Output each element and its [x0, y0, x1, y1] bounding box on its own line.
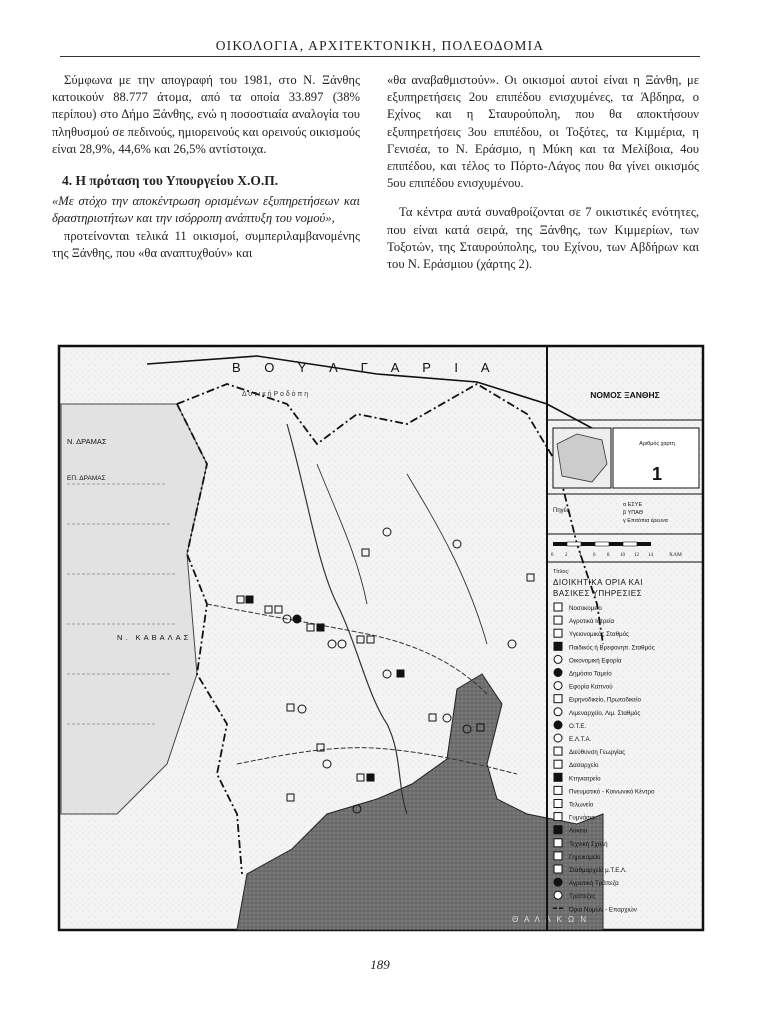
legend-label: Ο.Τ.Ε. [569, 722, 587, 730]
legend-item [554, 760, 599, 769]
scale-tick-6: 6 [593, 553, 596, 558]
legend-item [554, 826, 588, 835]
map-south-label: Θ Α Λ Α Κ Ω Ν [512, 915, 589, 924]
legend-symbol [554, 891, 562, 899]
legend-symbol [554, 878, 562, 886]
legend-symbol [554, 747, 562, 755]
legend-symbol [554, 734, 562, 742]
legend-symbol [554, 852, 562, 860]
legend-symbol [554, 800, 562, 808]
left-paragraph-1: Σύμφωνα με την απογραφή του 1981, στο Ν. Ξάνθης κατοικούν 88.777 άτομα, από τα οποία 33.897 (38% περίπου) στο Δήμο Ξάνθης, ενώ η ποσοστιαία αναλογία του πληθυσμού σε πεδινούς, ημιορεινούς και ορεινούς οικισμούς είναι 28,9%, 44,6% και 26,5% αντίστοιχα. [52, 73, 360, 156]
header-rule [60, 56, 700, 57]
subject-title-1: ΔΙΟΙΚΗΤΙΚΑ ΟΡΙΑ ΚΑΙ [553, 578, 643, 587]
legend-item [554, 721, 586, 730]
legend-item [554, 603, 602, 612]
subject-label: Τίτλος: [553, 569, 570, 575]
scale-tick-4: 4 [579, 553, 582, 558]
legend-item [554, 839, 608, 848]
legend-symbol [554, 721, 562, 729]
subject-title-2: ΒΑΣΙΚΕΣ ΥΠΗΡΕΣΙΕΣ [553, 589, 643, 598]
legend-label: Δασαρχείο [569, 762, 599, 770]
right-paragraph-2: Τα κέντρα αυτά συναθροίζονται σε 7 οικιστικές ενότητες, που είναι κατά σειρά, της Ξάνθης, των Κιμμερίων, των Τοξοτών, της Σταυρούπολης, του Εχίνου, των Αβδήρων και του Ν. Εράσμιου (χάρτης 2). [387, 205, 699, 272]
scale-tick-12: 12 [634, 553, 639, 558]
legend-symbol [554, 642, 562, 650]
legend-item [554, 786, 655, 795]
legend-label: Γηροκομείο [569, 853, 601, 861]
right-column [387, 72, 699, 273]
legend-label: Τράπεζες [569, 893, 596, 901]
legend-symbol [554, 629, 562, 637]
section-heading: 4. Η πρόταση του Υπουργείου Χ.Ο.Π. [62, 173, 279, 189]
legend-symbol [554, 682, 562, 690]
legend-label: Υγειονομικός Σταθμός [569, 631, 630, 639]
legend-item [554, 734, 592, 743]
map-west-label-2: ΕΠ. ΔΡΑΜΑΣ [67, 475, 106, 482]
scale-tick-10: 10 [620, 553, 625, 558]
legend-label: Παιδικός ή Βρεφονηπ. Σταθμός [569, 644, 655, 652]
sources-label: Πηγές [553, 508, 570, 514]
legend-symbol [554, 773, 562, 781]
legend-label: Όρια Νομών - Επαρχιών [569, 906, 637, 914]
legend-label: Ειρηνοδικείο, Πρωτοδικείο [569, 696, 641, 704]
legend-label: Πνευματικό - Κοινωνικό Κέντρο [569, 788, 655, 796]
legend-label: Λύκειο [569, 827, 588, 835]
source-a: α ΕΣΥΕ [623, 502, 643, 508]
scale-unit: ΧΛΜ [669, 552, 682, 558]
legend-item [554, 852, 601, 861]
legend-label: Αγροτική Τράπεζα [569, 880, 619, 888]
legend-symbol [554, 865, 562, 873]
legend-symbol [554, 708, 562, 716]
legend-symbol [554, 826, 562, 834]
legend-label: Κτηνιατρείο [569, 775, 601, 783]
legend-symbol [554, 760, 562, 768]
legend-label: Δημόσιο Ταμείο [569, 670, 612, 678]
left-paragraph-2: προτείνονται τελικά 11 οικισμοί, συμπεριλαμβανομένης της Ξάνθης, που «θα αναπτυχθούν» και [52, 228, 360, 260]
legend-item [554, 642, 655, 651]
map-number-label: Αριθμός χαρτη [639, 441, 675, 447]
legend-symbol [554, 655, 562, 663]
legend-symbol [554, 813, 562, 821]
scale-tick-14: 14 [648, 553, 653, 558]
source-c: γ Επιτόπια έρευνα [623, 518, 668, 524]
source-b: β ΥΠΑΘ [623, 510, 644, 516]
map-country-label: Β Ο Υ Λ Γ Α Ρ Ι Α [232, 360, 500, 375]
legend-symbol [554, 603, 562, 611]
scale-tick-2: 2 [565, 553, 568, 558]
legend-label: Γυμνάσιο [569, 814, 595, 822]
legend-title: ΝΟΜΟΣ ΞΑΝΘΗΣ [590, 390, 660, 400]
legend-label: Αγροτικά Ιατρεία [569, 618, 615, 626]
legend-symbol [554, 695, 562, 703]
legend-label: Ε.Λ.Τ.Α. [569, 736, 592, 743]
legend-symbol [554, 839, 562, 847]
running-header: ΟΙΚΟΛΟΓΙΑ, ΑΡΧΙΤΕΚΤΟΝΙΚΗ, ΠΟΛΕΟΔΟΜΙΑ [215, 38, 545, 53]
legend-item [554, 813, 595, 822]
scale-tick-0: 0 [551, 553, 554, 558]
legend-symbol [554, 669, 562, 677]
legend-label: Σταθμαρχείο μ.Τ.Ε.Λ. [569, 867, 627, 874]
map-west-label-3: Ν. ΚΑΒΑΛΑΣ [117, 633, 192, 642]
legend-item [554, 773, 601, 782]
legend-label: Διεύθυνση Γεωργίας [569, 749, 626, 757]
map-number: 1 [651, 464, 663, 484]
legend-symbol [554, 616, 562, 624]
legend-label: Νοσοκομείο [569, 605, 602, 612]
map-river-label: Δ υ τ ι κ ή Ρ ο δ ό π η [242, 391, 309, 398]
left-column [52, 72, 360, 262]
legend-symbol [554, 786, 562, 794]
right-paragraph-1: «θα αναβαθμιστούν». Οι οικισμοί αυτοί είναι η Ξάνθη, με εξυπηρετήσεις 2ου επιπέδου ενισχυμένες, τα Άβδηρα, ο Εχίνος και η Σταυρούπολη, που θα αποκτήσουν εξυπηρετήσεις 3ου επιπέδου, οι Τοξότες, τα Κιμμέρια, η Γενισέα, το Ν. Εράσμιο, η Μύκη και τα Μελίβοια, 4ου επιπέδου, και τέλος το Πόρτο-Λάγος που θα γίνει οικισμός 5ου επιπέδου ενισχυμένου. [387, 73, 699, 191]
section-quote: «Με στόχο την αποκέντρωση ορισμένων εξυπηρετήσεων και δραστηριοτήτων και την ισόρροπη ανάπτυξη του νομού», [52, 194, 360, 226]
legend-label: Τελωνείο [569, 801, 594, 809]
scale-tick-8: 8 [607, 553, 610, 558]
scale-bar [553, 542, 651, 546]
legend-label: Λιμεναρχείο, Λιμ. Σταθμός [569, 709, 641, 717]
legend-label: Τεχνική Σχολή [569, 840, 608, 848]
legend-label: Εφορία Καπνού [569, 683, 613, 691]
legend-item [554, 891, 595, 900]
legend-item [554, 800, 594, 809]
map-west-label-1: Ν. ΔΡΑΜΑΣ [67, 437, 107, 446]
page-number: 189 [370, 957, 390, 972]
legend-label: Οικονομική Εφορία [569, 657, 622, 665]
map-figure [57, 344, 705, 932]
